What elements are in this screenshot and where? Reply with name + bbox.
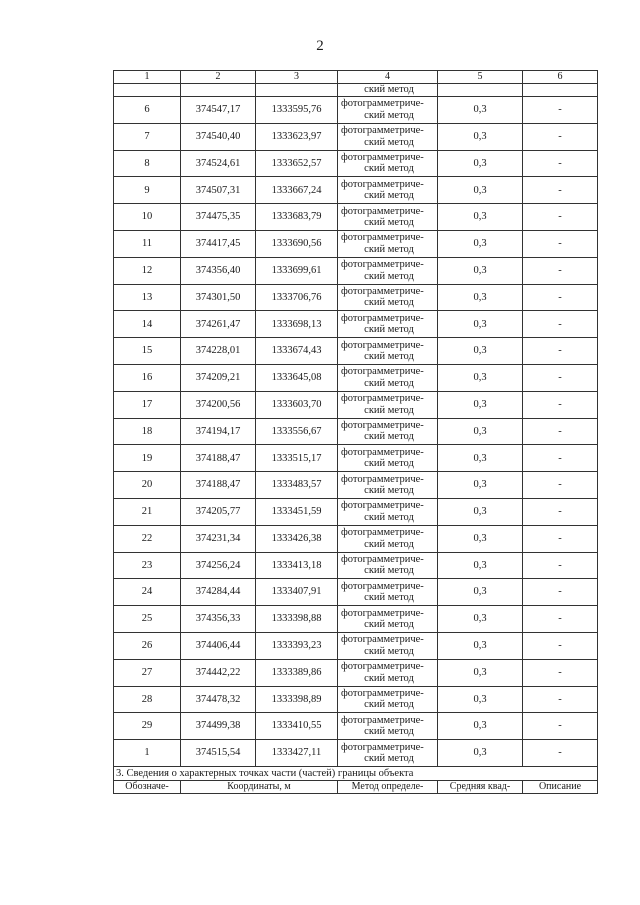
accuracy-value: 0,3 xyxy=(438,579,523,606)
method-line-2: ский метод xyxy=(364,324,414,336)
accuracy-value: 0,3 xyxy=(438,632,523,659)
section-3-title-row xyxy=(114,766,598,780)
method-line-1: фотограмметриче- xyxy=(341,661,424,673)
accuracy-value: 0,3 xyxy=(438,659,523,686)
coordinate-y: 1333451,59 xyxy=(256,498,338,525)
point-number: 26 xyxy=(114,632,181,659)
method-cell xyxy=(338,472,438,499)
method-line-1: фотограмметриче- xyxy=(341,259,424,271)
coordinate-x: 374194,17 xyxy=(181,418,256,445)
coordinate-y: 1333652,57 xyxy=(256,150,338,177)
method-line-2: ский метод xyxy=(364,404,414,416)
coordinate-y: 1333483,57 xyxy=(256,472,338,499)
method-line-1: фотограмметриче- xyxy=(341,419,424,431)
table-row xyxy=(114,364,598,391)
coordinate-y: 1333398,88 xyxy=(256,606,338,633)
point-number: 8 xyxy=(114,150,181,177)
continuation-text: ский метод xyxy=(338,84,438,97)
method-line-2: ский метод xyxy=(364,619,414,631)
coordinate-x: 374417,45 xyxy=(181,230,256,257)
coordinate-y: 1333426,38 xyxy=(256,525,338,552)
description-value: - xyxy=(523,552,598,579)
point-number: 16 xyxy=(114,364,181,391)
point-number: 7 xyxy=(114,123,181,150)
coordinate-x: 374540,40 xyxy=(181,123,256,150)
description-value: - xyxy=(523,364,598,391)
coordinate-x: 374475,35 xyxy=(181,204,256,231)
accuracy-value: 0,3 xyxy=(438,686,523,713)
coordinate-y: 1333427,11 xyxy=(256,740,338,767)
method-line-1: фотограмметриче- xyxy=(341,98,424,110)
point-number: 10 xyxy=(114,204,181,231)
accuracy-value: 0,3 xyxy=(438,525,523,552)
accuracy-value: 0,3 xyxy=(438,418,523,445)
coordinate-x: 374524,61 xyxy=(181,150,256,177)
coordinate-y: 1333645,08 xyxy=(256,364,338,391)
coordinate-y: 1333410,55 xyxy=(256,713,338,740)
point-number: 29 xyxy=(114,713,181,740)
point-number: 13 xyxy=(114,284,181,311)
description-value: - xyxy=(523,150,598,177)
method-cell xyxy=(338,284,438,311)
accuracy-value: 0,3 xyxy=(438,97,523,124)
accuracy-value: 0,3 xyxy=(438,445,523,472)
coordinate-x: 374205,77 xyxy=(181,498,256,525)
method-line-1: фотограмметриче- xyxy=(341,607,424,619)
table-row xyxy=(114,525,598,552)
header-cell: 3 xyxy=(256,71,338,84)
method-cell xyxy=(338,123,438,150)
header-cell: 5 xyxy=(438,71,523,84)
point-number: 15 xyxy=(114,338,181,365)
coordinate-x: 374256,24 xyxy=(181,552,256,579)
description-value: - xyxy=(523,606,598,633)
method-cell xyxy=(338,686,438,713)
point-number: 21 xyxy=(114,498,181,525)
description-value: - xyxy=(523,123,598,150)
method-line-2: ский метод xyxy=(364,351,414,363)
method-line-2: ский метод xyxy=(364,163,414,175)
description-value: - xyxy=(523,472,598,499)
table-row xyxy=(114,257,598,284)
accuracy-value: 0,3 xyxy=(438,498,523,525)
description-value: - xyxy=(523,338,598,365)
accuracy-value: 0,3 xyxy=(438,364,523,391)
method-line-2: ский метод xyxy=(364,190,414,202)
method-cell xyxy=(338,311,438,338)
coordinate-x: 374499,38 xyxy=(181,713,256,740)
method-line-2: ский метод xyxy=(364,645,414,657)
method-line-2: ский метод xyxy=(364,511,414,523)
description-value: - xyxy=(523,659,598,686)
accuracy-value: 0,3 xyxy=(438,472,523,499)
method-line-1: фотограмметриче- xyxy=(341,527,424,539)
method-line-2: ский метод xyxy=(364,243,414,255)
method-line-1: фотограмметриче- xyxy=(341,500,424,512)
method-line-1: фотограмметриче- xyxy=(341,205,424,217)
table-row xyxy=(114,150,598,177)
method-line-2: ский метод xyxy=(364,753,414,765)
method-line-1: фотограмметриче- xyxy=(341,366,424,378)
accuracy-value: 0,3 xyxy=(438,311,523,338)
point-number: 12 xyxy=(114,257,181,284)
coordinate-y: 1333389,86 xyxy=(256,659,338,686)
description-value: - xyxy=(523,97,598,124)
accuracy-value: 0,3 xyxy=(438,740,523,767)
coordinate-x: 374547,17 xyxy=(181,97,256,124)
method-line-2: ский метод xyxy=(364,270,414,282)
coordinate-x: 374515,54 xyxy=(181,740,256,767)
method-cell xyxy=(338,338,438,365)
coordinate-y: 1333623,97 xyxy=(256,123,338,150)
coordinate-y: 1333603,70 xyxy=(256,391,338,418)
table-row xyxy=(114,552,598,579)
method-cell xyxy=(338,391,438,418)
point-number: 9 xyxy=(114,177,181,204)
coordinates-table xyxy=(113,70,598,794)
method-cell xyxy=(338,230,438,257)
description-value: - xyxy=(523,713,598,740)
method-line-1: фотограмметриче- xyxy=(341,553,424,565)
description-value: - xyxy=(523,204,598,231)
coordinate-x: 374231,34 xyxy=(181,525,256,552)
table-row xyxy=(114,498,598,525)
method-line-2: ский метод xyxy=(364,458,414,470)
table-row xyxy=(114,606,598,633)
method-cell xyxy=(338,606,438,633)
accuracy-value: 0,3 xyxy=(438,552,523,579)
table-row xyxy=(114,123,598,150)
method-line-1: фотограмметриче- xyxy=(341,339,424,351)
accuracy-value: 0,3 xyxy=(438,204,523,231)
method-cell xyxy=(338,150,438,177)
table-row xyxy=(114,740,598,767)
method-cell xyxy=(338,257,438,284)
table-row xyxy=(114,418,598,445)
method-line-1: фотограмметриче- xyxy=(341,178,424,190)
method-cell xyxy=(338,713,438,740)
method-line-1: фотограмметриче- xyxy=(341,232,424,244)
table-row xyxy=(114,391,598,418)
method-line-2: ский метод xyxy=(364,485,414,497)
method-line-2: ский метод xyxy=(364,431,414,443)
point-number: 20 xyxy=(114,472,181,499)
description-value: - xyxy=(523,445,598,472)
description-value: - xyxy=(523,257,598,284)
accuracy-value: 0,3 xyxy=(438,606,523,633)
coordinate-x: 374284,44 xyxy=(181,579,256,606)
method-line-1: фотограмметриче- xyxy=(341,312,424,324)
coordinate-y: 1333706,76 xyxy=(256,284,338,311)
table-row xyxy=(114,686,598,713)
method-line-2: ский метод xyxy=(364,592,414,604)
coordinate-x: 374301,50 xyxy=(181,284,256,311)
accuracy-value: 0,3 xyxy=(438,177,523,204)
point-number: 24 xyxy=(114,579,181,606)
description-value: - xyxy=(523,525,598,552)
table-row xyxy=(114,338,598,365)
page-number: 2 xyxy=(316,38,324,54)
coordinate-x: 374209,21 xyxy=(181,364,256,391)
coordinate-y: 1333674,43 xyxy=(256,338,338,365)
coordinate-x: 374406,44 xyxy=(181,632,256,659)
point-number: 1 xyxy=(114,740,181,767)
method-cell xyxy=(338,364,438,391)
method-line-2: ский метод xyxy=(364,217,414,229)
point-number: 28 xyxy=(114,686,181,713)
accuracy-value: 0,3 xyxy=(438,338,523,365)
method-line-1: фотограмметриче- xyxy=(341,285,424,297)
table-row xyxy=(114,204,598,231)
point-number: 6 xyxy=(114,97,181,124)
method-cell xyxy=(338,632,438,659)
method-line-2: ский метод xyxy=(364,726,414,738)
header-cell: 6 xyxy=(523,71,598,84)
coordinate-y: 1333698,13 xyxy=(256,311,338,338)
point-number: 22 xyxy=(114,525,181,552)
section-3-header-row xyxy=(114,780,598,793)
method-cell xyxy=(338,579,438,606)
method-line-1: фотограмметриче- xyxy=(341,446,424,458)
coordinate-x: 374188,47 xyxy=(181,445,256,472)
coordinate-y: 1333407,91 xyxy=(256,579,338,606)
point-number: 19 xyxy=(114,445,181,472)
point-number: 27 xyxy=(114,659,181,686)
table-row xyxy=(114,311,598,338)
description-value: - xyxy=(523,686,598,713)
method-cell xyxy=(338,97,438,124)
method-line-1: фотограмметриче- xyxy=(341,687,424,699)
point-number: 18 xyxy=(114,418,181,445)
coordinate-x: 374356,33 xyxy=(181,606,256,633)
description-value: - xyxy=(523,498,598,525)
section-3-title: 3. Сведения о характерных точках части (частей) границы объекта xyxy=(114,766,598,780)
section-3-col-designation: Обозначе- xyxy=(114,780,181,793)
coordinate-y: 1333515,17 xyxy=(256,445,338,472)
coordinate-y: 1333595,76 xyxy=(256,97,338,124)
accuracy-value: 0,3 xyxy=(438,713,523,740)
accuracy-value: 0,3 xyxy=(438,123,523,150)
table-row xyxy=(114,97,598,124)
description-value: - xyxy=(523,311,598,338)
description-value: - xyxy=(523,230,598,257)
method-line-2: ский метод xyxy=(364,297,414,309)
method-line-2: ский метод xyxy=(364,565,414,577)
section-3-col-accuracy: Средняя квад- xyxy=(438,780,523,793)
method-line-2: ский метод xyxy=(364,699,414,711)
method-line-1: фотограмметриче- xyxy=(341,393,424,405)
point-number: 14 xyxy=(114,311,181,338)
coordinate-x: 374261,47 xyxy=(181,311,256,338)
method-cell xyxy=(338,204,438,231)
continuation-row xyxy=(114,84,598,97)
section-3-col-description: Описание xyxy=(523,780,598,793)
coordinate-x: 374228,01 xyxy=(181,338,256,365)
table-row xyxy=(114,472,598,499)
method-cell xyxy=(338,418,438,445)
coordinate-y: 1333683,79 xyxy=(256,204,338,231)
method-line-2: ский метод xyxy=(364,538,414,550)
method-line-2: ский метод xyxy=(364,672,414,684)
header-cell: 4 xyxy=(338,71,438,84)
point-number: 25 xyxy=(114,606,181,633)
table-row xyxy=(114,177,598,204)
method-cell xyxy=(338,740,438,767)
point-number: 23 xyxy=(114,552,181,579)
coordinate-x: 374478,32 xyxy=(181,686,256,713)
column-number-header xyxy=(114,71,598,84)
description-value: - xyxy=(523,418,598,445)
coordinate-x: 374507,31 xyxy=(181,177,256,204)
method-line-2: ский метод xyxy=(364,136,414,148)
method-cell xyxy=(338,525,438,552)
point-number: 11 xyxy=(114,230,181,257)
method-line-1: фотограмметриче- xyxy=(341,151,424,163)
header-cell: 1 xyxy=(114,71,181,84)
method-cell xyxy=(338,177,438,204)
coordinate-y: 1333556,67 xyxy=(256,418,338,445)
accuracy-value: 0,3 xyxy=(438,391,523,418)
table-row xyxy=(114,579,598,606)
section-3-col-method: Метод определе- xyxy=(338,780,438,793)
table-row xyxy=(114,284,598,311)
method-line-1: фотограмметриче- xyxy=(341,714,424,726)
table-row xyxy=(114,713,598,740)
method-line-2: ский метод xyxy=(364,109,414,121)
method-line-1: фотограмметриче- xyxy=(341,634,424,646)
table-row xyxy=(114,445,598,472)
coordinate-y: 1333699,61 xyxy=(256,257,338,284)
method-cell xyxy=(338,445,438,472)
coordinate-x: 374442,22 xyxy=(181,659,256,686)
table-row xyxy=(114,659,598,686)
coordinate-x: 374188,47 xyxy=(181,472,256,499)
section-3-col-coordinates: Координаты, м xyxy=(181,780,338,793)
coordinate-y: 1333413,18 xyxy=(256,552,338,579)
coordinate-x: 374356,40 xyxy=(181,257,256,284)
table-row xyxy=(114,632,598,659)
description-value: - xyxy=(523,391,598,418)
method-line-1: фотограмметриче- xyxy=(341,580,424,592)
description-value: - xyxy=(523,632,598,659)
method-line-2: ский метод xyxy=(364,377,414,389)
method-line-1: фотограмметриче- xyxy=(341,741,424,753)
description-value: - xyxy=(523,177,598,204)
method-line-1: фотограмметриче- xyxy=(341,473,424,485)
coordinate-y: 1333667,24 xyxy=(256,177,338,204)
table-row xyxy=(114,230,598,257)
description-value: - xyxy=(523,740,598,767)
description-value: - xyxy=(523,284,598,311)
point-number: 17 xyxy=(114,391,181,418)
coordinate-x: 374200,56 xyxy=(181,391,256,418)
method-cell xyxy=(338,552,438,579)
header-cell: 2 xyxy=(181,71,256,84)
accuracy-value: 0,3 xyxy=(438,230,523,257)
coordinate-y: 1333398,89 xyxy=(256,686,338,713)
accuracy-value: 0,3 xyxy=(438,257,523,284)
coordinate-y: 1333393,23 xyxy=(256,632,338,659)
method-cell xyxy=(338,659,438,686)
accuracy-value: 0,3 xyxy=(438,284,523,311)
accuracy-value: 0,3 xyxy=(438,150,523,177)
coordinate-y: 1333690,56 xyxy=(256,230,338,257)
description-value: - xyxy=(523,579,598,606)
method-cell xyxy=(338,498,438,525)
method-line-1: фотограмметриче- xyxy=(341,125,424,137)
